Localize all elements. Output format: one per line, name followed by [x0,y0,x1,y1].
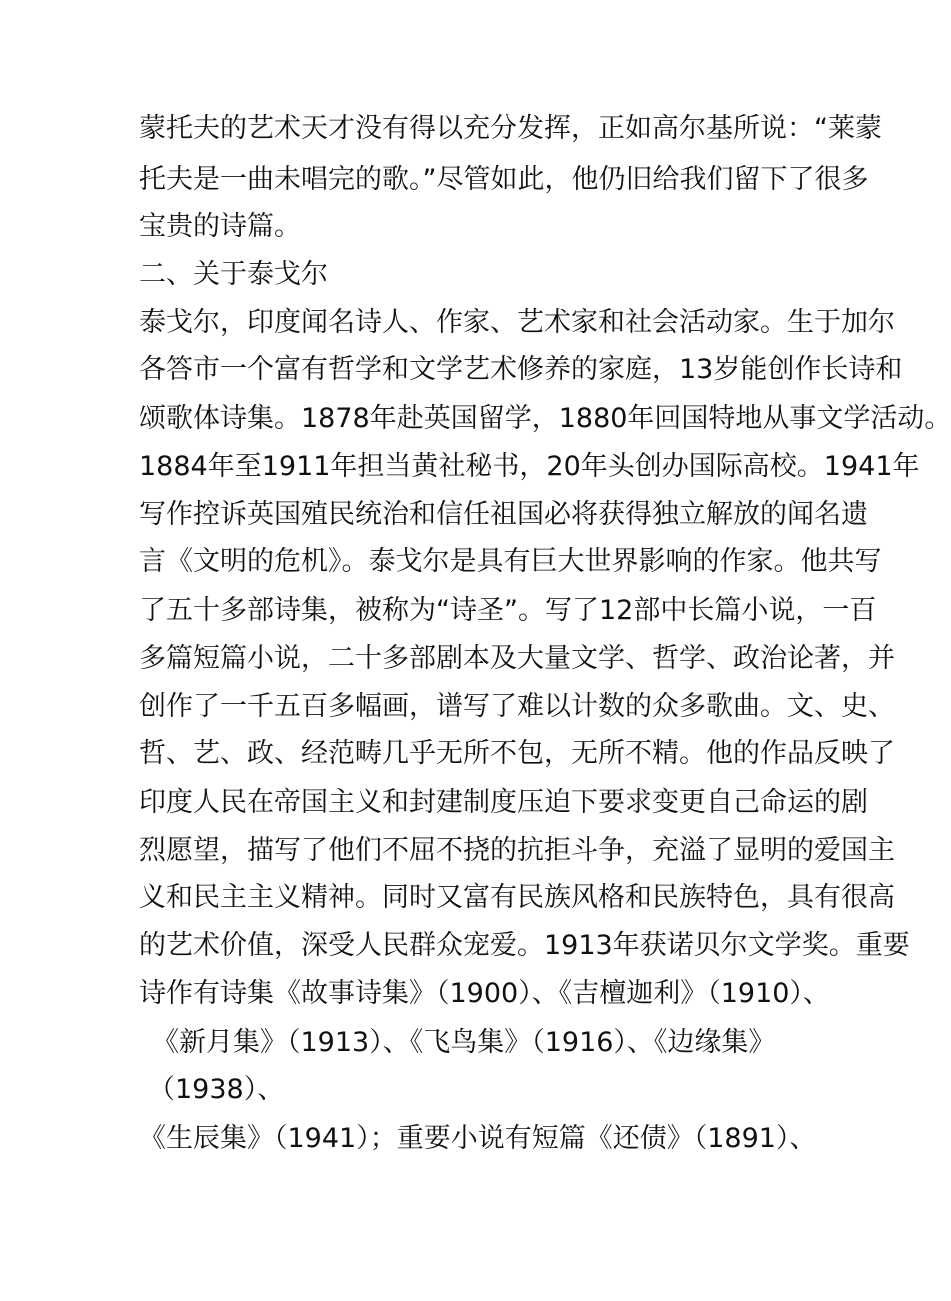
text-line: 印度人民在帝国主义和封建制度压迫下要求变更自己命运的剧 [139,787,868,818]
text-line: 写作控诉英国殖民统治和信任祖国必将获得独立解放的闻名遗 [139,499,868,530]
text-line: 多篇短篇小说，二十多部剧本及大量文学、哲学、政治论著，并 [139,643,895,674]
text-line: 泰戈尔，印度闻名诗人、作家、艺术家和社会活动家。生于加尔 [139,307,895,338]
text-line: 诗作有诗集《故事诗集》（1900）、《吉檀迦利》（1910）、 [139,978,830,1009]
text-line: （1938）、 [148,1074,285,1105]
text-line: 托夫是一曲未唱完的歌。”尽管如此，他仍旧给我们留下了很多 [139,164,869,195]
text-line: 1884年至1911年担当黄社秘书，20年头创办国际高校。1941年 [139,451,920,482]
section-heading: 二、关于泰戈尔 [139,259,328,290]
text-line: 了五十多部诗集，被称为“诗圣”。写了12部中长篇小说，一百 [139,595,877,626]
text-line: 的艺术价值，深受人民群众宠爱。1913年获诺贝尔文学奖。重要 [139,930,910,961]
text-line: 义和民主主义精神。同时又富有民族风格和民族特色，具有很高 [139,882,895,913]
text-line: 《生辰集》（1941）；重要小说有短篇《还债》（1891）、 [139,1123,817,1154]
text-line: 哲、艺、政、经范畴几乎无所不包，无所不精。他的作品反映了 [139,738,895,769]
text-line: 《新月集》（1913）、《飞鸟集》（1916）、《边缘集》 [152,1027,776,1058]
text-line: 言《文明的危机》。泰戈尔是具有巨大世界影响的作家。他共写 [139,546,882,577]
text-line: 各答市一个富有哲学和文学艺术修养的家庭，13岁能创作长诗和 [139,354,903,385]
text-line: 烈愿望，描写了他们不屈不挠的抗拒斗争，充溢了显明的爱国主 [139,835,895,866]
text-line: 蒙托夫的艺术天才没有得以充分发挥，正如高尔基所说：“莱蒙 [139,113,882,144]
text-line: 宝贵的诗篇。 [139,211,301,242]
text-line: 创作了一千五百多幅画，谱写了难以计数的众多歌曲。文、史、 [139,691,895,722]
text-line: 颂歌体诗集。1878年赴英国留学，1880年回国特地从事文学活动。 [139,403,951,434]
